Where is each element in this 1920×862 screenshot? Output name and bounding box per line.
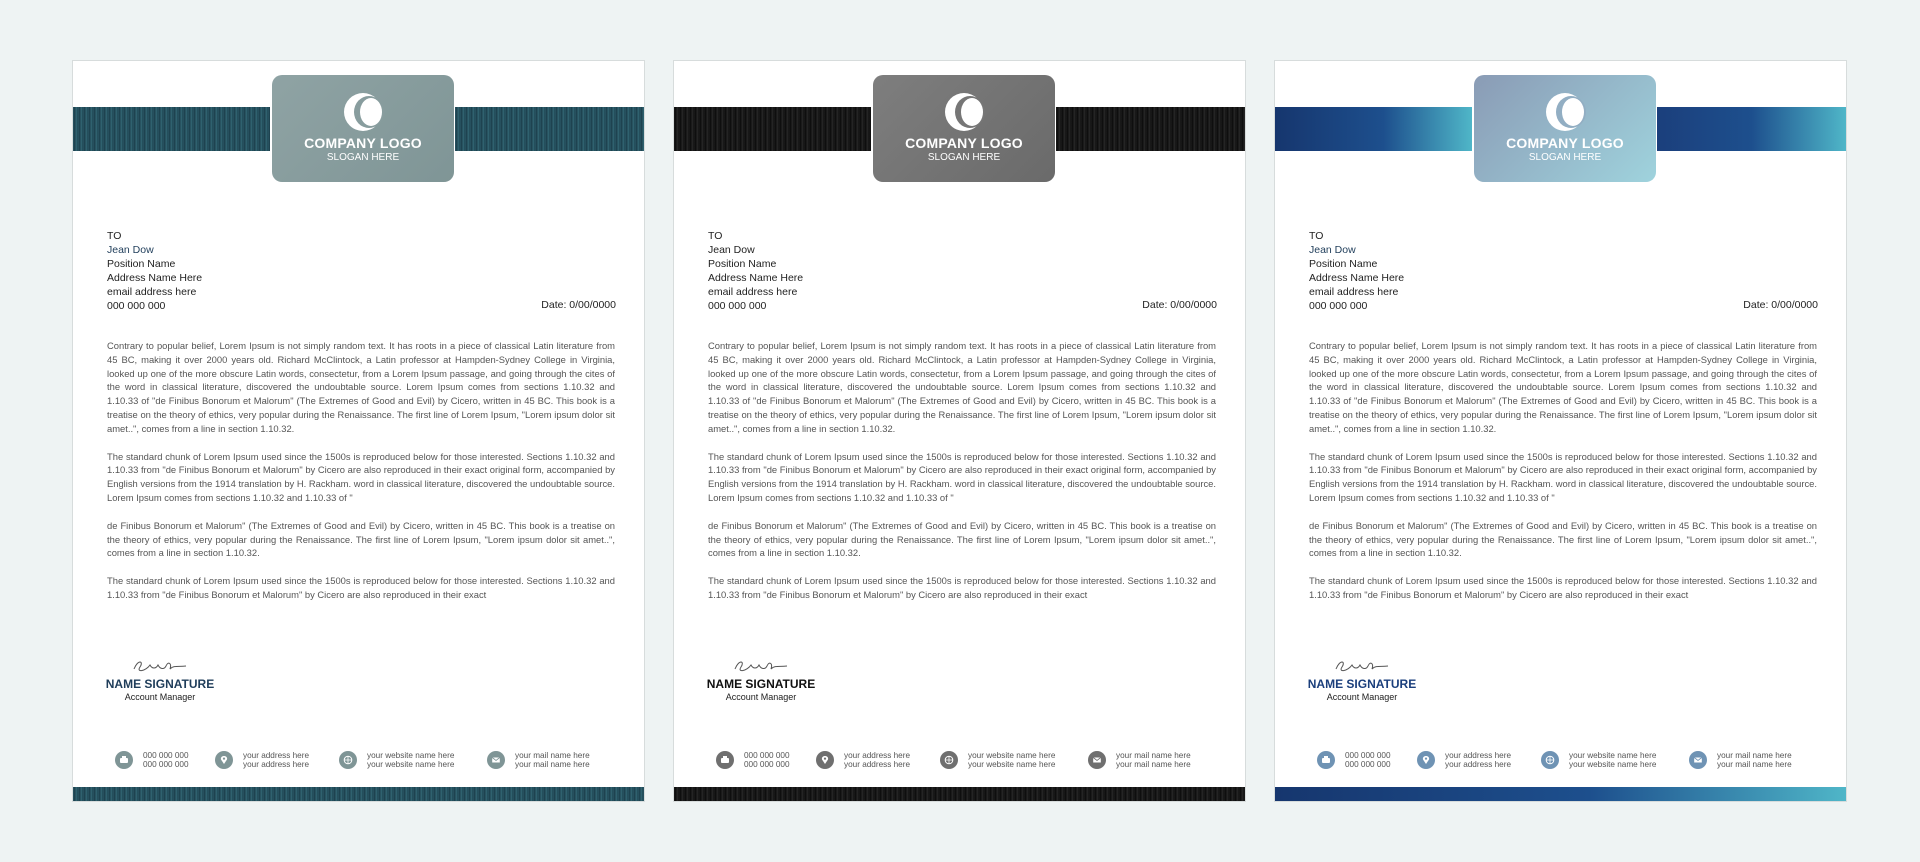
footer-phone-line: 000 000 000 — [1345, 751, 1391, 760]
footer-mail-line: your mail name here — [1717, 760, 1792, 769]
recipient-position: Position Name — [708, 258, 777, 270]
footer-mail-line: your mail name here — [515, 751, 590, 760]
footer-website — [1541, 751, 1656, 769]
logo-mark-icon — [344, 93, 382, 131]
letter-date: Date: 0/00/0000 — [541, 299, 616, 311]
recipient-to: TO — [107, 230, 122, 242]
footer-mail — [1088, 751, 1191, 769]
footer-address-line: your address here — [844, 760, 910, 769]
contact-footer — [716, 751, 1216, 775]
letterhead-blue — [1274, 60, 1847, 802]
signature-block — [1307, 657, 1417, 702]
logo-slogan: SLOGAN HERE — [927, 152, 1001, 163]
footer-address — [215, 751, 309, 769]
header-band-right — [455, 107, 644, 151]
body-paragraph: The standard chunk of Lorem Ipsum used since the 1500s is reproduced below for those interested. Sections 1.10.32 and 1.10.33 from "de Finibus Bonorum et Malorum" by Cicero are also reproduced in their exact — [1309, 575, 1817, 600]
recipient-block — [708, 229, 803, 313]
recipient-name: Jean Dow — [107, 244, 154, 256]
footer-mail-line: your mail name here — [1116, 751, 1191, 760]
signature-name: NAME SIGNATURE — [706, 677, 816, 691]
recipient-position: Position Name — [107, 258, 176, 270]
header-band-left — [674, 107, 871, 151]
body-paragraph: The standard chunk of Lorem Ipsum used since the 1500s is reproduced below for those interested. Sections 1.10.32 and 1.10.33 from "de Finibus Bonorum et Malorum" by Cicero are also reproduced in their exact — [708, 575, 1216, 600]
logo-mark-icon — [945, 93, 983, 131]
footer-phone — [716, 751, 790, 769]
recipient-phone: 000 000 000 — [708, 300, 767, 312]
body-paragraph: The standard chunk of Lorem Ipsum used since the 1500s is reproduced below for those interested. Sections 1.10.32 and 1.10.33 from "de Finibus Bonorum et Malorum" by Cicero are also reproduced in their exact original form, accompanied by English versions from the 1914 translation by H. Rackham. word in classical literature, discovered the undoubtable source. Lorem Ipsum comes from sections 1.10.32 and 1.10.33 of " — [708, 450, 1216, 503]
company-logo — [873, 75, 1055, 182]
recipient-address: Address Name Here — [1309, 272, 1405, 284]
body-paragraph: Contrary to popular belief, Lorem Ipsum is not simply random text. It has roots in a piece of classical Latin literature from 45 BC, making it over 2000 years old. Richard McClintock, a Latin professor at Hampden-Sydney College in Virginia, looked up one of the more obscure Latin words, consectetur, from a Lorem Ipsum passage, and going through the cites of the word in classical literature, discovered the undoubtable source. Lorem Ipsum comes from sections 1.10.32 and 1.10.33 of "de Finibus Bonorum et Malorum" (The Extremes of Good and Evil) by Cicero, written in 45 BC. This book is a treatise on the theory of ethics, very popular during the Renaissance. The first line of Lorem Ipsum, "Lorem ipsum dolor sit amet..", comes from a line in section 1.10.32. — [1309, 340, 1817, 434]
footer-mail — [1689, 751, 1792, 769]
recipient-address: Address Name Here — [708, 272, 804, 284]
letter-body — [1309, 339, 1817, 616]
recipient-block — [107, 229, 202, 313]
letterhead-black — [673, 60, 1246, 802]
signature-name: NAME SIGNATURE — [1307, 677, 1417, 691]
body-paragraph: de Finibus Bonorum et Malorum" (The Extremes of Good and Evil) by Cicero, written in 45 BC. This book is a treatise on the theory of ethics, very popular during the Renaissance. The first line of Lorem Ipsum, "Lorem ipsum dolor sit amet..", comes from a line in section 1.10.32. — [1309, 519, 1817, 559]
header-band-right — [1056, 107, 1245, 151]
body-paragraph: de Finibus Bonorum et Malorum" (The Extremes of Good and Evil) by Cicero, written in 45 BC. This book is a treatise on the theory of ethics, very popular during the Renaissance. The first line of Lorem Ipsum, "Lorem ipsum dolor sit amet..", comes from a line in section 1.10.32. — [708, 519, 1216, 559]
location-pin-icon — [215, 751, 233, 769]
letterhead-teal — [72, 60, 645, 802]
phone-icon — [1317, 751, 1335, 769]
logo-name: COMPANY LOGO — [304, 135, 422, 151]
phone-icon — [115, 751, 133, 769]
footer-phone-line: 000 000 000 — [744, 751, 790, 760]
location-pin-icon — [1417, 751, 1435, 769]
header-band-left — [73, 107, 270, 151]
body-paragraph: Contrary to popular belief, Lorem Ipsum is not simply random text. It has roots in a piece of classical Latin literature from 45 BC, making it over 2000 years old. Richard McClintock, a Latin professor at Hampden-Sydney College in Virginia, looked up one of the more obscure Latin words, consectetur, from a Lorem Ipsum passage, and going through the cites of the word in classical literature, discovered the undoubtable source. Lorem Ipsum comes from sections 1.10.32 and 1.10.33 of "de Finibus Bonorum et Malorum" (The Extremes of Good and Evil) by Cicero, written in 45 BC. This book is a treatise on the theory of ethics, very popular during the Renaissance. The first line of Lorem Ipsum, "Lorem ipsum dolor sit amet..", comes from a line in section 1.10.32. — [708, 340, 1216, 434]
body-paragraph: The standard chunk of Lorem Ipsum used since the 1500s is reproduced below for those interested. Sections 1.10.32 and 1.10.33 from "de Finibus Bonorum et Malorum" by Cicero are also reproduced in their exact original form, accompanied by English versions from the 1914 translation by H. Rackham. word in classical literature, discovered the undoubtable source. Lorem Ipsum comes from sections 1.10.32 and 1.10.33 of " — [1309, 450, 1817, 503]
footer-phone — [115, 751, 189, 769]
recipient-email: email address here — [1309, 286, 1399, 298]
letter-date: Date: 0/00/0000 — [1743, 299, 1818, 311]
recipient-to: TO — [708, 230, 723, 242]
globe-icon — [940, 751, 958, 769]
letter-body — [708, 339, 1216, 616]
recipient-email: email address here — [107, 286, 197, 298]
footer-website — [940, 751, 1055, 769]
recipient-phone: 000 000 000 — [107, 300, 166, 312]
footer-mail-line: your mail name here — [1116, 760, 1191, 769]
signature-block — [105, 657, 215, 702]
footer-address-line: your address here — [243, 760, 309, 769]
mail-icon — [1689, 751, 1707, 769]
footer-address — [1417, 751, 1511, 769]
footer-phone-line: 000 000 000 — [744, 760, 790, 769]
header-band-left — [1275, 107, 1472, 151]
signature-title: Account Manager — [124, 692, 196, 702]
footer-address-line: your address here — [243, 751, 309, 760]
body-paragraph: The standard chunk of Lorem Ipsum used since the 1500s is reproduced below for those interested. Sections 1.10.32 and 1.10.33 from "de Finibus Bonorum et Malorum" by Cicero are also reproduced in their exact original form, accompanied by English versions from the 1914 translation by H. Rackham. word in classical literature, discovered the undoubtable source. Lorem Ipsum comes from sections 1.10.32 and 1.10.33 of " — [107, 450, 615, 503]
signature-scribble — [130, 657, 190, 675]
signature-scribble — [731, 657, 791, 675]
footer-website-line: your website name here — [1569, 751, 1657, 760]
contact-footer — [1317, 751, 1817, 775]
footer-website — [339, 751, 454, 769]
footer-address-line: your address here — [1445, 751, 1511, 760]
letter-date: Date: 0/00/0000 — [1142, 299, 1217, 311]
recipient-to: TO — [1309, 230, 1324, 242]
footer-phone-line: 000 000 000 — [1345, 760, 1391, 769]
globe-icon — [1541, 751, 1559, 769]
footer-mail — [487, 751, 590, 769]
logo-mark-icon — [1546, 93, 1584, 131]
signature-block — [706, 657, 816, 702]
recipient-address: Address Name Here — [107, 272, 203, 284]
phone-icon — [716, 751, 734, 769]
recipient-position: Position Name — [1309, 258, 1378, 270]
footer-mail-line: your mail name here — [1717, 751, 1792, 760]
signature-scribble — [1332, 657, 1392, 675]
signature-title: Account Manager — [1326, 692, 1398, 702]
signature-title: Account Manager — [725, 692, 797, 702]
bottom-bar — [674, 787, 1245, 801]
body-paragraph: The standard chunk of Lorem Ipsum used since the 1500s is reproduced below for those interested. Sections 1.10.32 and 1.10.33 from "de Finibus Bonorum et Malorum" by Cicero are also reproduced in their exact — [107, 575, 615, 600]
company-logo — [1474, 75, 1656, 182]
footer-address-line: your address here — [1445, 760, 1511, 769]
body-paragraph: Contrary to popular belief, Lorem Ipsum is not simply random text. It has roots in a piece of classical Latin literature from 45 BC, making it over 2000 years old. Richard McClintock, a Latin professor at Hampden-Sydney College in Virginia, looked up one of the more obscure Latin words, consectetur, from a Lorem Ipsum passage, and going through the cites of the word in classical literature, discovered the undoubtable source. Lorem Ipsum comes from sections 1.10.32 and 1.10.33 of "de Finibus Bonorum et Malorum" (The Extremes of Good and Evil) by Cicero, written in 45 BC. This book is a treatise on the theory of ethics, very popular during the Renaissance. The first line of Lorem Ipsum, "Lorem ipsum dolor sit amet..", comes from a line in section 1.10.32. — [107, 340, 615, 434]
footer-website-line: your website name here — [367, 760, 455, 769]
footer-website-line: your website name here — [367, 751, 455, 760]
signature-name: NAME SIGNATURE — [105, 677, 215, 691]
letter-body — [107, 339, 615, 616]
recipient-phone: 000 000 000 — [1309, 300, 1368, 312]
footer-phone-line: 000 000 000 — [143, 760, 189, 769]
bottom-bar — [73, 787, 644, 801]
logo-name: COMPANY LOGO — [1506, 135, 1624, 151]
contact-footer — [115, 751, 615, 775]
body-paragraph: de Finibus Bonorum et Malorum" (The Extremes of Good and Evil) by Cicero, written in 45 BC. This book is a treatise on the theory of ethics, very popular during the Renaissance. The first line of Lorem Ipsum, "Lorem ipsum dolor sit amet..", comes from a line in section 1.10.32. — [107, 519, 615, 559]
header-band-right — [1657, 107, 1846, 151]
footer-website-line: your website name here — [968, 751, 1056, 760]
logo-name: COMPANY LOGO — [905, 135, 1023, 151]
mail-icon — [1088, 751, 1106, 769]
recipient-name: Jean Dow — [708, 244, 755, 256]
footer-website-line: your website name here — [968, 760, 1056, 769]
footer-address-line: your address here — [844, 751, 910, 760]
recipient-email: email address here — [708, 286, 798, 298]
bottom-bar — [1275, 787, 1846, 801]
recipient-block — [1309, 229, 1404, 313]
footer-phone — [1317, 751, 1391, 769]
recipient-name: Jean Dow — [1309, 244, 1356, 256]
company-logo — [272, 75, 454, 182]
footer-website-line: your website name here — [1569, 760, 1657, 769]
location-pin-icon — [816, 751, 834, 769]
logo-slogan: SLOGAN HERE — [326, 152, 400, 163]
footer-address — [816, 751, 910, 769]
footer-mail-line: your mail name here — [515, 760, 590, 769]
globe-icon — [339, 751, 357, 769]
footer-phone-line: 000 000 000 — [143, 751, 189, 760]
mail-icon — [487, 751, 505, 769]
logo-slogan: SLOGAN HERE — [1528, 152, 1602, 163]
